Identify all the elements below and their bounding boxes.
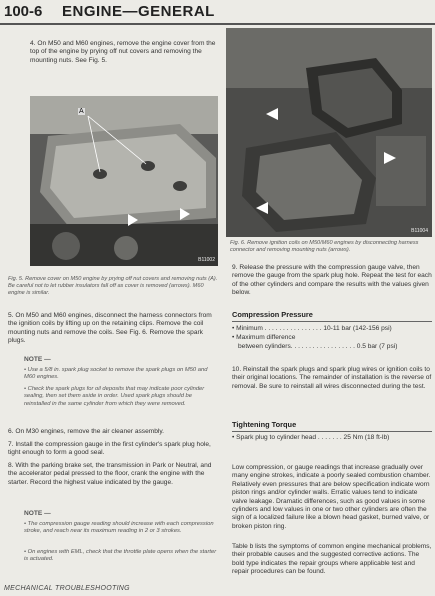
page-title: ENGINE—GENERAL bbox=[62, 3, 215, 20]
figure-6-photo bbox=[226, 28, 432, 237]
note-1-item-1: • Use a 5/8 in. spark plug socket to remove the spark plugs on M50 and M60 engines. bbox=[24, 367, 208, 381]
torque-spark-plug: • Spark plug to cylinder head . . . . . . . 25 Nm (18 ft-lb) bbox=[232, 434, 390, 441]
figure-5-photo bbox=[30, 96, 218, 266]
tightening-torque-title: Tightening Torque bbox=[232, 420, 297, 429]
note-2-item-2: • On engines with EML, check that the throttle plate opens when the starter is actuated. bbox=[24, 549, 217, 563]
header-rule bbox=[0, 23, 435, 25]
paragraph-compression-analysis: Low compression, or gauge readings that increase gradually over many engine strokes, indicate a poorly sealed combustion chamber. Relatively even pressures that are below specification indicate worn piston rings and/or cylinder walls. Erratic values tend to indicate valve leakage. Dramatic differences, such as good values in some cylinders and low values in one or two other cylinders are often the sign of a localized failure like a blown head gasket, burned valve, or broken piston ring. bbox=[232, 464, 431, 530]
step-10: 10. Reinstall the spark plugs and spark plug wires or ignition coils to their original locations. The remainder of installation is the reverse of removal. Be sure to reinstall all wires disconnected during the test. bbox=[232, 366, 432, 390]
page-number: 100-6 bbox=[4, 3, 43, 20]
figure-5-code: B11002 bbox=[198, 257, 215, 263]
note-1-item-2: • Check the spark plugs for oil deposits that may indicate poor cylinder sealing, then set them aside in order. Used spark plugs should be reinstalled in the same cylinder from which they were removed. bbox=[24, 386, 205, 407]
step-7: 7. Install the compression gauge in the first cylinder's spark plug hole, tight enough to form a good seal. bbox=[8, 441, 211, 457]
step-4: 4. On M50 and M60 engines, remove the engine cover from the top of the engine by prying off nut covers and removing the mounting nuts. See Fig. 5. bbox=[30, 40, 216, 64]
engine-photo-image bbox=[30, 96, 218, 266]
step-9: 9. Release the pressure with the compression gauge valve, then remove the gauge from the spark plug hole. Repeat the test for each of the other cylinders and compare the results with the values given below. bbox=[232, 264, 432, 297]
step-6: 6. On M30 engines, remove the air cleaner assembly. bbox=[8, 428, 165, 435]
step-8: 8. With the parking brake set, the transmission in Park or Neutral, and the accelerator pedal pressed to the floor, crank the engine with the starter. Record the highest value indicated by the gauge. bbox=[8, 462, 212, 486]
compression-minimum: • Minimum . . . . . . . . . . . . . . . . 10-11 bar (142-156 psi) bbox=[232, 325, 392, 332]
note-2-item-1: • The compression gauge reading should increase with each compression stroke, and reach near its maximum reading in 2 or 3 strokes. bbox=[24, 521, 214, 535]
compression-maxdiff-label: • Maximum difference bbox=[232, 334, 296, 341]
figure-6-code: B11004 bbox=[411, 228, 428, 234]
torque-rule bbox=[232, 431, 432, 432]
paragraph-table-reference: Table b lists the symptoms of common engine mechanical problems, their probable causes and the suggested corrective actions. The bold type indicates the repair groups where applicable test and repair procedures can be found. bbox=[232, 543, 432, 576]
figure-5-label-a: A bbox=[79, 108, 84, 115]
compression-rule bbox=[232, 321, 432, 322]
step-5: 5. On M50 and M60 engines, disconnect the harness connectors from the ignition coils by lifting up on the retaining clips. Remove the coil mounting nuts and remove the coils. See Fig. 6. Remove the spark plugs. bbox=[8, 312, 212, 345]
note-2-title: NOTE — bbox=[24, 510, 51, 517]
figure-5-caption: Fig. 5. Remove cover on M50 engine by prying off nut covers and removing nuts (A). Be careful not to let rubber insulators fall off as cover is removed (arrows). M60 engine is similar. bbox=[8, 276, 218, 297]
page-footer: MECHANICAL TROUBLESHOOTING bbox=[4, 585, 130, 592]
page-header bbox=[0, 0, 435, 26]
compression-pressure-title: Compression Pressure bbox=[232, 310, 313, 319]
compression-maxdiff-value: between cylinders. . . . . . . . . . . . . . . . . . 0.5 bar (7 psi) bbox=[238, 343, 398, 350]
note-1-title: NOTE — bbox=[24, 356, 51, 363]
figure-6-caption: Fig. 6. Remove ignition coils on M50/M60 engines by disconnecting harness connector and removing mounting nuts (arrows). bbox=[230, 240, 419, 254]
ignition-coil-photo-image bbox=[226, 28, 432, 237]
